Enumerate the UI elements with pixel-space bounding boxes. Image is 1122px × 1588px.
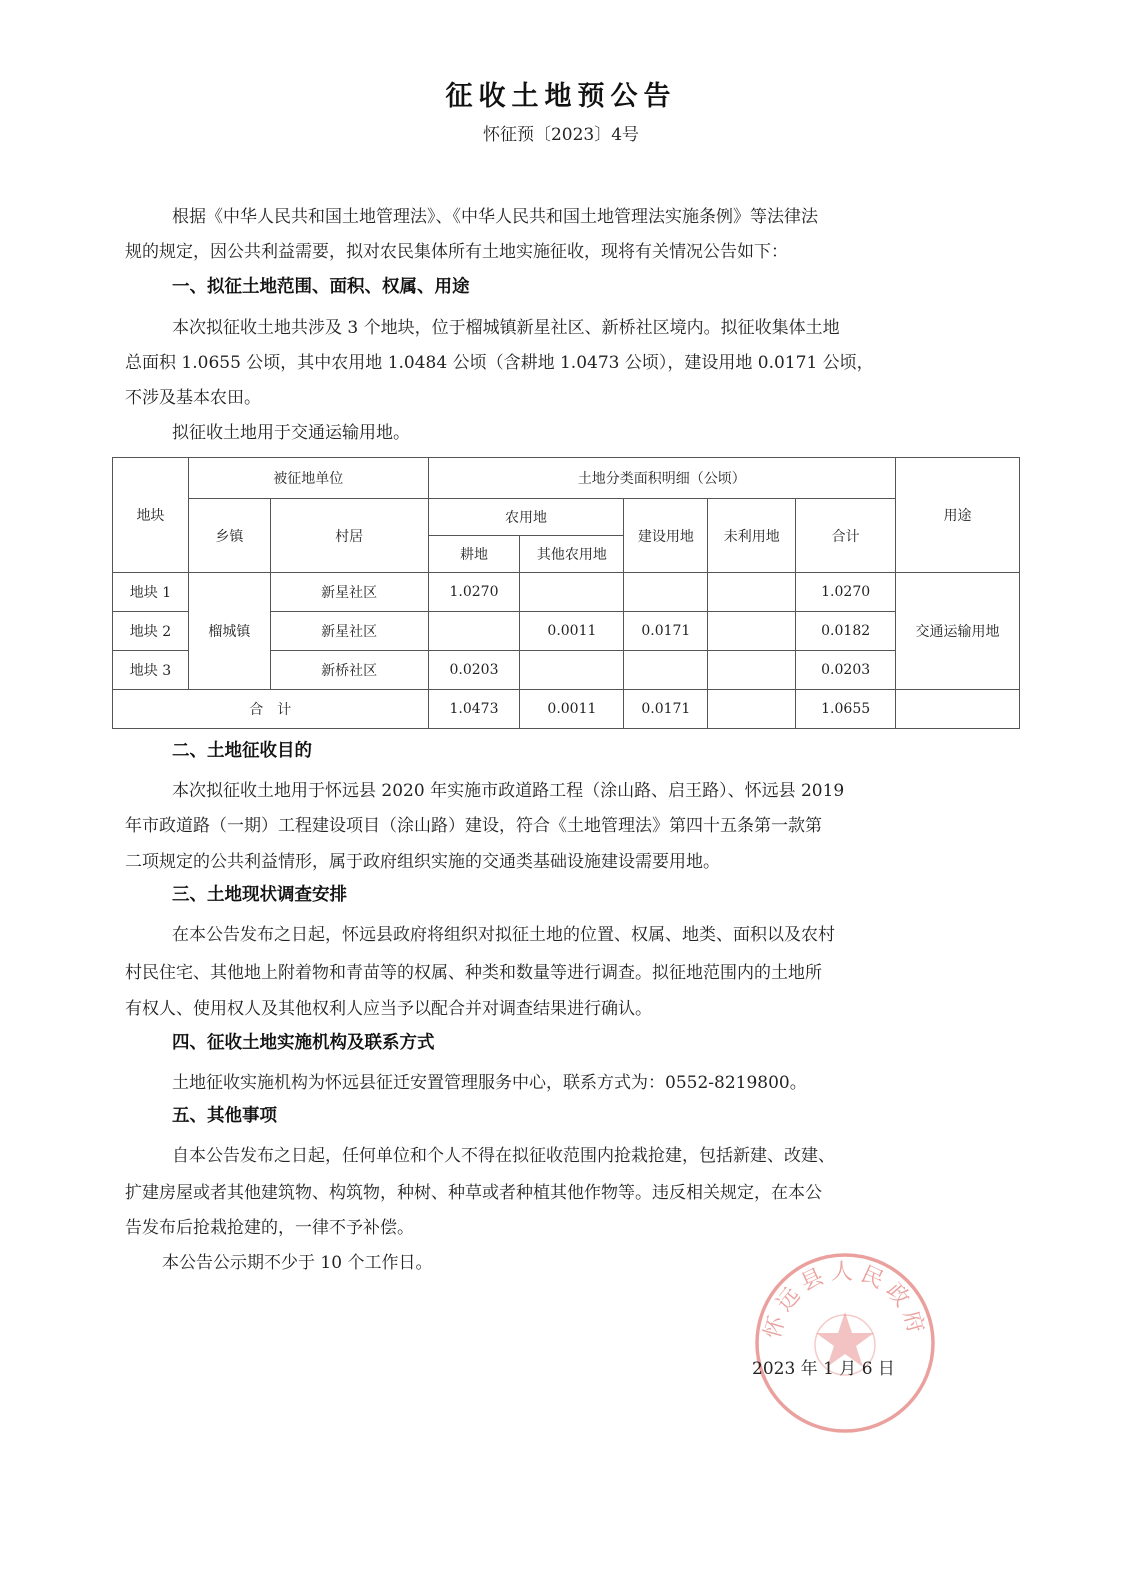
section-5-line-1: 自本公告发布之日起，任何单位和个人不得在拟征收范围内抢栽抢建，包括新建、改建、 <box>172 1146 835 1166</box>
header-other-agricultural: 其他农用地 <box>520 536 624 573</box>
sum-total: 1.0655 <box>796 690 896 729</box>
cell-total: 1.0270 <box>796 573 896 612</box>
section-5-line-4: 本公告公示期不少于 10 个工作日。 <box>162 1253 433 1273</box>
section-5-heading: 五、其他事项 <box>172 1106 277 1126</box>
section-1-line-3: 不涉及基本农田。 <box>125 388 261 408</box>
header-cultivated: 耕地 <box>428 536 520 573</box>
header-construction: 建设用地 <box>624 499 708 573</box>
sum-other-agricultural: 0.0011 <box>520 690 624 729</box>
cell-construction <box>624 573 708 612</box>
section-4-line-1: 土地征收实施机构为怀远县征迁安置管理服务中心，联系方式为：0552-8219800。 <box>172 1073 807 1093</box>
cell-village: 新星社区 <box>270 573 428 612</box>
section-5-line-3: 告发布后抢栽抢建的，一律不予补偿。 <box>125 1218 414 1238</box>
cell-town: 榴城镇 <box>188 573 270 690</box>
header-detail: 土地分类面积明细（公顷） <box>428 458 896 499</box>
cell-construction: 0.0171 <box>624 612 708 651</box>
header-plot: 地块 <box>113 458 189 573</box>
section-3-line-1: 在本公告发布之日起，怀远县政府将组织对拟征土地的位置、权属、地类、面积以及农村 <box>172 925 835 945</box>
section-3-line-3: 有权人、使用权人及其他权利人应当予以配合并对调查结果进行确认。 <box>125 999 652 1019</box>
document-number: 怀征预〔2023〕4号 <box>482 125 640 145</box>
header-village: 村居 <box>270 499 428 573</box>
cell-unused <box>708 612 796 651</box>
cell-other-agricultural: 0.0011 <box>520 612 624 651</box>
cell-village: 新桥社区 <box>270 651 428 690</box>
header-total: 合计 <box>796 499 896 573</box>
intro-line-1: 根据《中华人民共和国土地管理法》、《中华人民共和国土地管理法实施条例》等法律法 <box>172 207 818 227</box>
section-1-heading: 一、拟征土地范围、面积、权属、用途 <box>172 277 470 297</box>
section-1-line-2: 总面积 1.0655 公顷，其中农用地 1.0484 公顷（含耕地 1.0473 公顷），建设用地 0.0171 公顷， <box>125 353 874 373</box>
header-unit: 被征地单位 <box>188 458 428 499</box>
cell-total: 0.0182 <box>796 612 896 651</box>
cell-cultivated: 0.0203 <box>428 651 520 690</box>
section-2-line-2: 年市政道路（一期）工程建设项目（涂山路）建设，符合《土地管理法》第四十五条第一款第 <box>125 816 822 836</box>
cell-plot: 地块 3 <box>113 651 189 690</box>
header-town: 乡镇 <box>188 499 270 573</box>
header-use: 用途 <box>896 458 1020 573</box>
section-1-purpose: 拟征收土地用于交通运输用地。 <box>172 423 410 443</box>
cell-unused <box>708 573 796 612</box>
section-5-line-2: 扩建房屋或者其他建筑物、构筑物，种树、种草或者种植其他作物等。违反相关规定，在本公 <box>125 1183 822 1203</box>
cell-construction <box>624 651 708 690</box>
header-unused: 未利用地 <box>708 499 796 573</box>
section-1-line-1: 本次拟征收土地共涉及 3 个地块，位于榴城镇新星社区、新桥社区境内。拟征收集体土地 <box>172 318 840 338</box>
official-seal-stamp <box>752 1250 938 1436</box>
section-3-line-2: 村民住宅、其他地上附着物和青苗等的权属、种类和数量等进行调查。拟征地范围内的土地所 <box>125 963 822 983</box>
cell-plot: 地块 2 <box>113 612 189 651</box>
sum-construction: 0.0171 <box>624 690 708 729</box>
cell-cultivated <box>428 612 520 651</box>
section-3-heading: 三、土地现状调查安排 <box>172 885 347 905</box>
section-4-heading: 四、征收土地实施机构及联系方式 <box>172 1033 435 1053</box>
cell-plot: 地块 1 <box>113 573 189 612</box>
cell-cultivated: 1.0270 <box>428 573 520 612</box>
section-2-heading: 二、土地征收目的 <box>172 741 312 761</box>
table-sum-row <box>113 690 1020 729</box>
section-2-line-1: 本次拟征收土地用于怀远县 2020 年实施市政道路工程（涂山路、启王路）、怀远县 2019 <box>172 781 845 801</box>
sum-cultivated: 1.0473 <box>428 690 520 729</box>
svg-text:怀远县人民政府: 怀远县人民政府 <box>760 1260 930 1342</box>
issue-date: 2023 年 1 月 6 日 <box>752 1359 895 1379</box>
cell-use: 交通运输用地 <box>896 573 1020 690</box>
section-2-line-3: 二项规定的公共利益情形，属于政府组织实施的交通类基础设施建设需要用地。 <box>125 852 720 872</box>
header-agricultural: 农用地 <box>428 499 624 536</box>
cell-village: 新星社区 <box>270 612 428 651</box>
cell-other-agricultural <box>520 651 624 690</box>
land-area-table <box>112 457 1020 729</box>
document-title: 征收土地预公告 <box>445 81 677 112</box>
intro-line-2: 规的规定，因公共利益需要，拟对农民集体所有土地实施征收，现将有关情况公告如下： <box>125 242 788 262</box>
cell-total: 0.0203 <box>796 651 896 690</box>
cell-unused <box>708 651 796 690</box>
sum-unused <box>708 690 796 729</box>
sum-use <box>896 690 1020 729</box>
cell-other-agricultural <box>520 573 624 612</box>
table-row <box>113 573 1020 612</box>
sum-label: 合 计 <box>113 690 429 729</box>
